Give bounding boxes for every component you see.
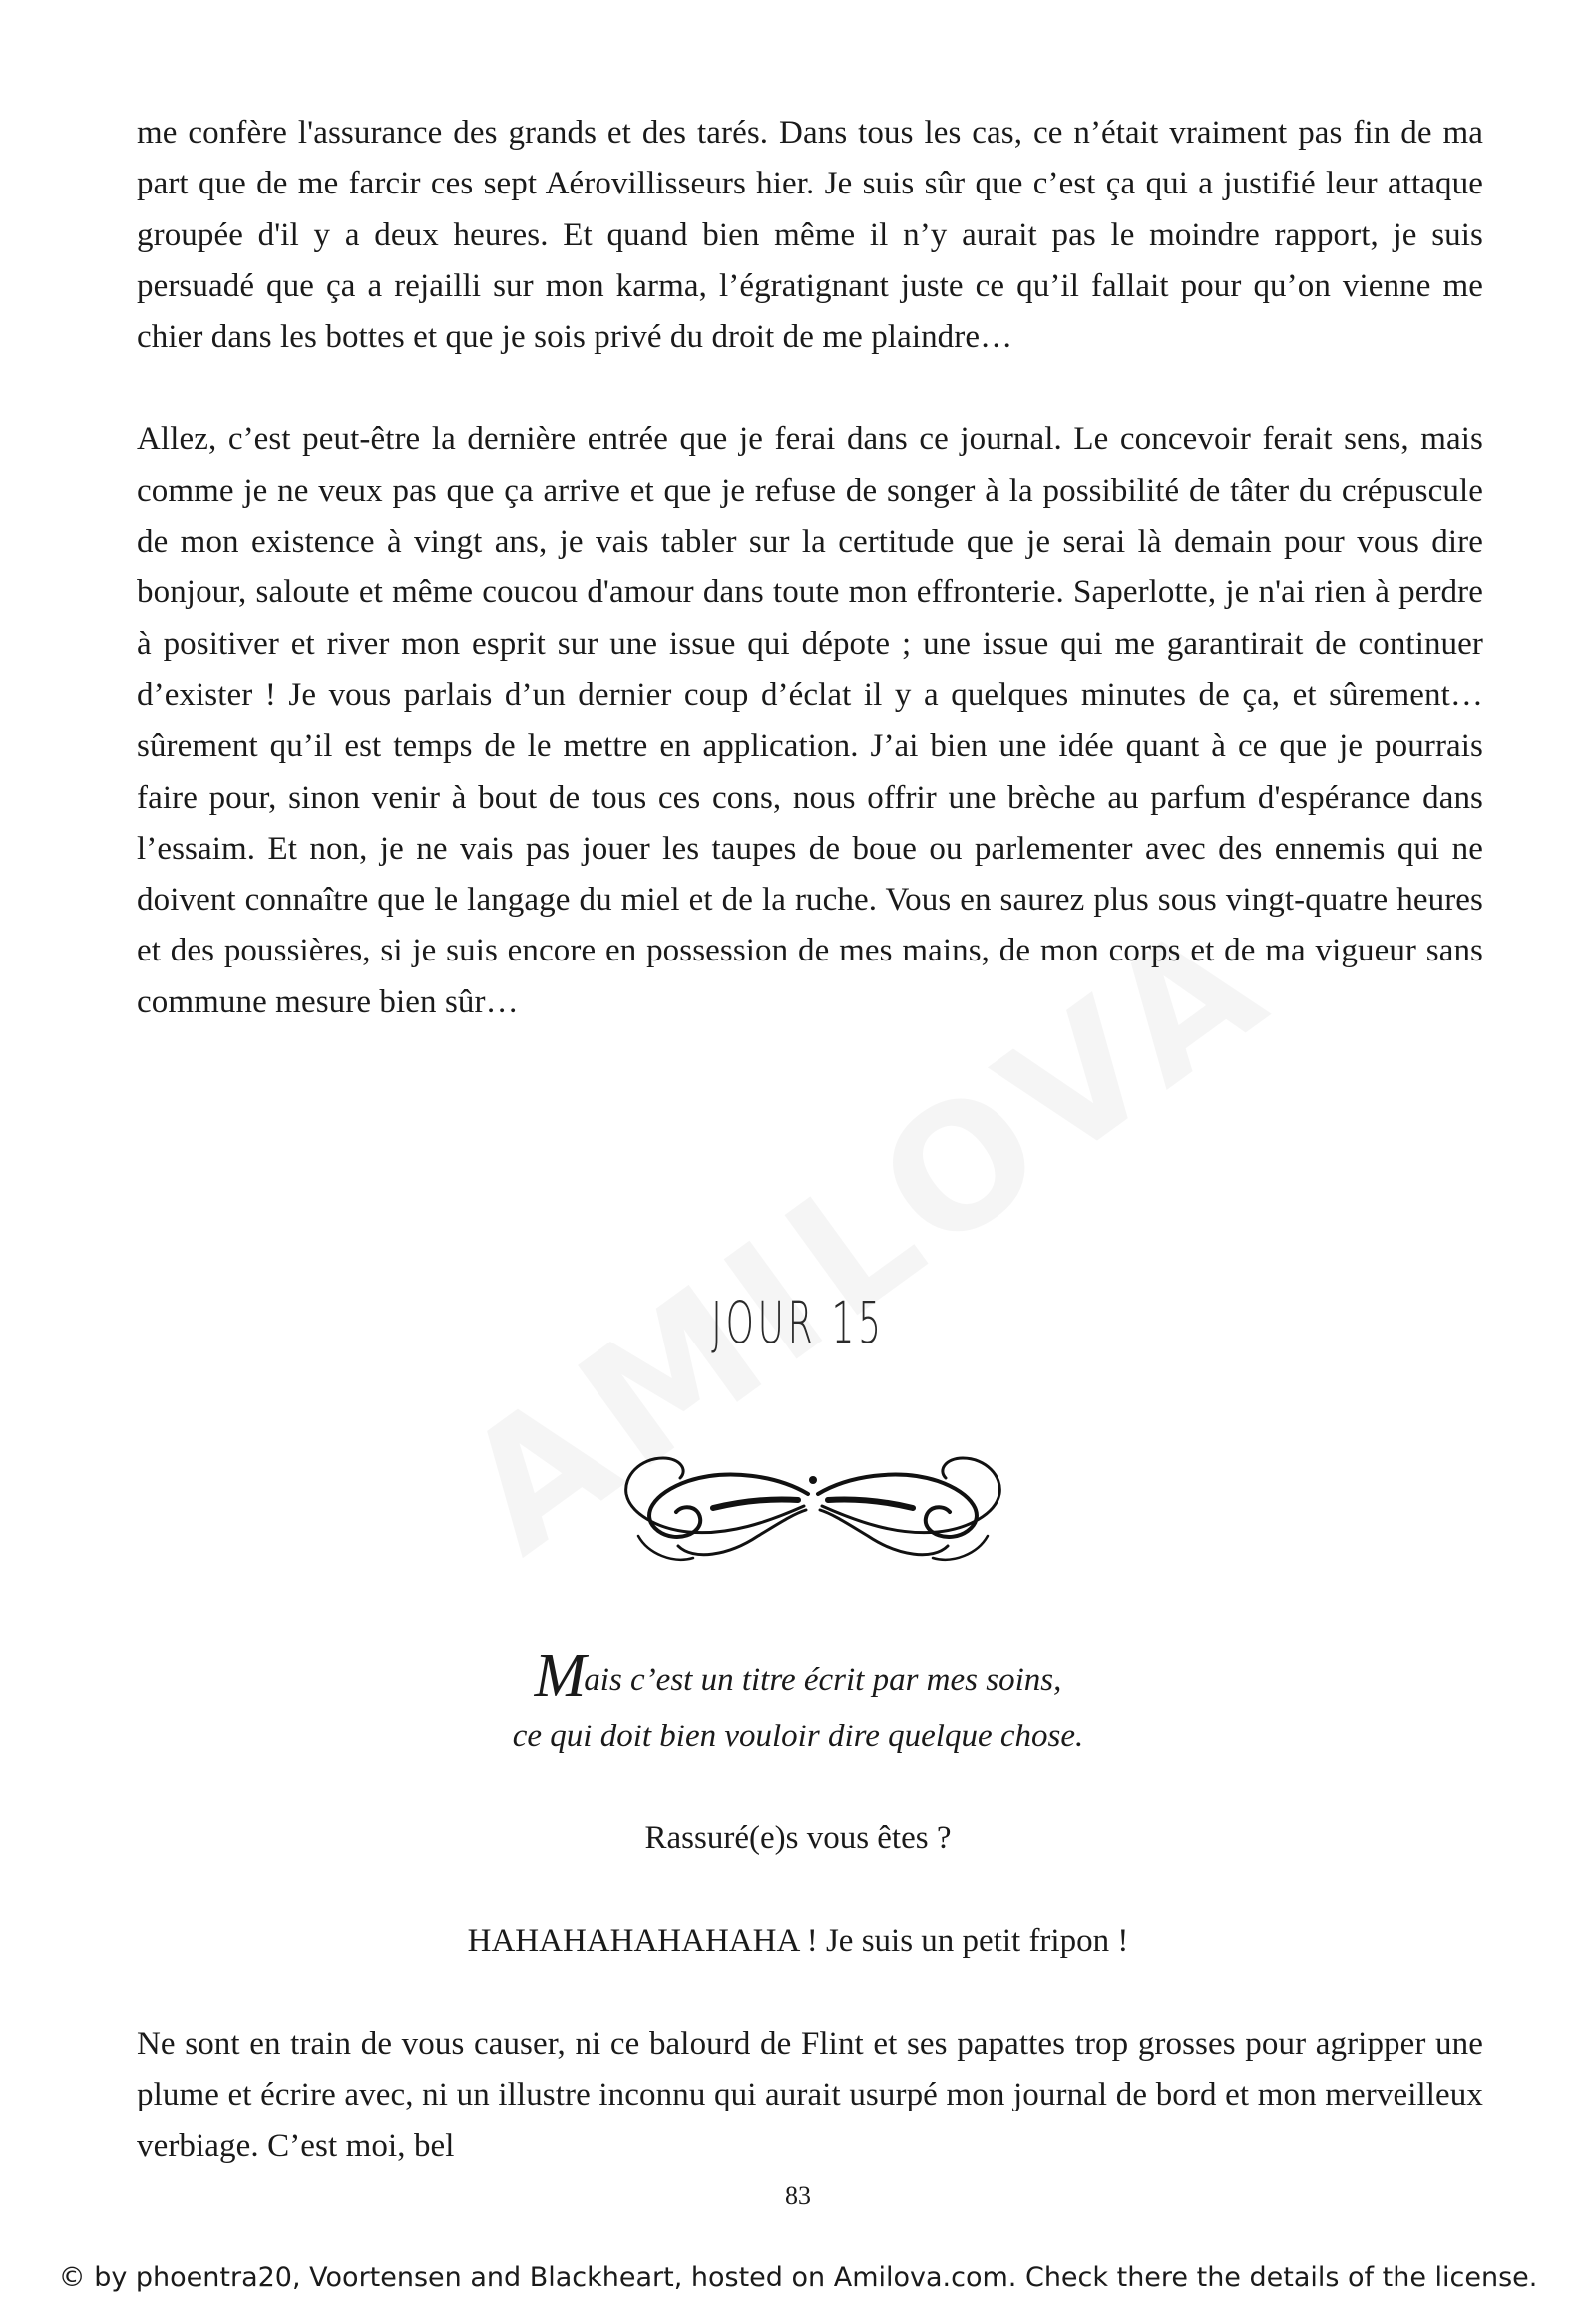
reassured-line: Rassuré(e)s vous êtes ? xyxy=(644,1820,952,1856)
paragraph-3: Ne sont en train de vous causer, ni ce balourd de Flint et ses papattes trop grosses pour agripper une plume et écrire avec, ni un illustre inconnu qui aurait usurpé mon journal de bord et mon merveilleux verbiage. C’est moi, bel xyxy=(137,2026,1483,2164)
drop-cap: M xyxy=(534,1642,585,1710)
flourish-ornament-icon xyxy=(618,1436,1007,1571)
epigraph-line-2: ce qui doit bien vouloir dire quelque chose. xyxy=(512,1719,1084,1754)
paragraph-1: me confère l'assurance des grands et des tarés. Dans tous les cas, ce n’était vraiment pas fin de ma part que de me farcir ces sept Aérovillisseurs hier. Je suis sûr que c’est ça qui a justifié leur attaque groupée d'il y a deux heures. Et quand bien même il n’y aurait pas le moindre rapport, je suis persuadé que ça a rejailli sur mon karma, l’égratignant juste ce qu’il fallait pour qu’on vienne me chier dans les bottes et que je sois privé du droit de me plaindre… xyxy=(137,115,1483,356)
paragraph-2: Allez, c’est peut-être la dernière entrée que je ferai dans ce journal. Le concevoir ferait sens, mais comme je ne veux pas que ça arrive et que je refuse de songer à la possibilité de tâter du crépuscule de mon existence à vingt ans, je vais tabler sur la certitude que je serai là demain pour vous dire bonjour, saloute et même coucou d'amour dans toute mon effronterie. Saperlotte, je n'ai rien à perdre à positiver et river mon esprit sur une issue qui dépote ; une issue qui me garantirait de continuer d’exister ! Je vous parlais d’un dernier coup d’éclat il y a quelques minutes de ça, et sûrement… sûrement qu’il est temps de le mettre en application. J’ai bien une idée quant à ce que je pourrais faire pour, sinon venir à bout de tous ces cons, nous offrir une brèche au parfum d'espérance dans l’essaim. Et non, je ne vais pas jouer les taupes de boue ou parlementer avec des ennemis qui ne doivent connaître que le langage du miel et de la ruche. Vous en saurez plus sous vingt-quatre heures et des poussières, si je suis encore en possession de mes mains, de mon corps et de ma vigueur sans commune mesure bien sûr… xyxy=(137,421,1483,1020)
page-number: 83 xyxy=(785,2181,811,2210)
epigraph-line-1 xyxy=(0,1641,1596,1712)
laugh-line: HAHAHAHAHAHAHA ! Je suis un petit fripon ! xyxy=(467,1923,1129,1959)
license-footer: © by phoentra20, Voortensen and Blackheart, hosted on Amilova.com. Check there the details of the license. xyxy=(58,2262,1538,2293)
page-body xyxy=(137,108,1483,1028)
chapter-title: JOUR 15 xyxy=(711,1289,885,1356)
epigraph-line-1-text: ais c’est un titre écrit par mes soins, xyxy=(584,1662,1062,1698)
